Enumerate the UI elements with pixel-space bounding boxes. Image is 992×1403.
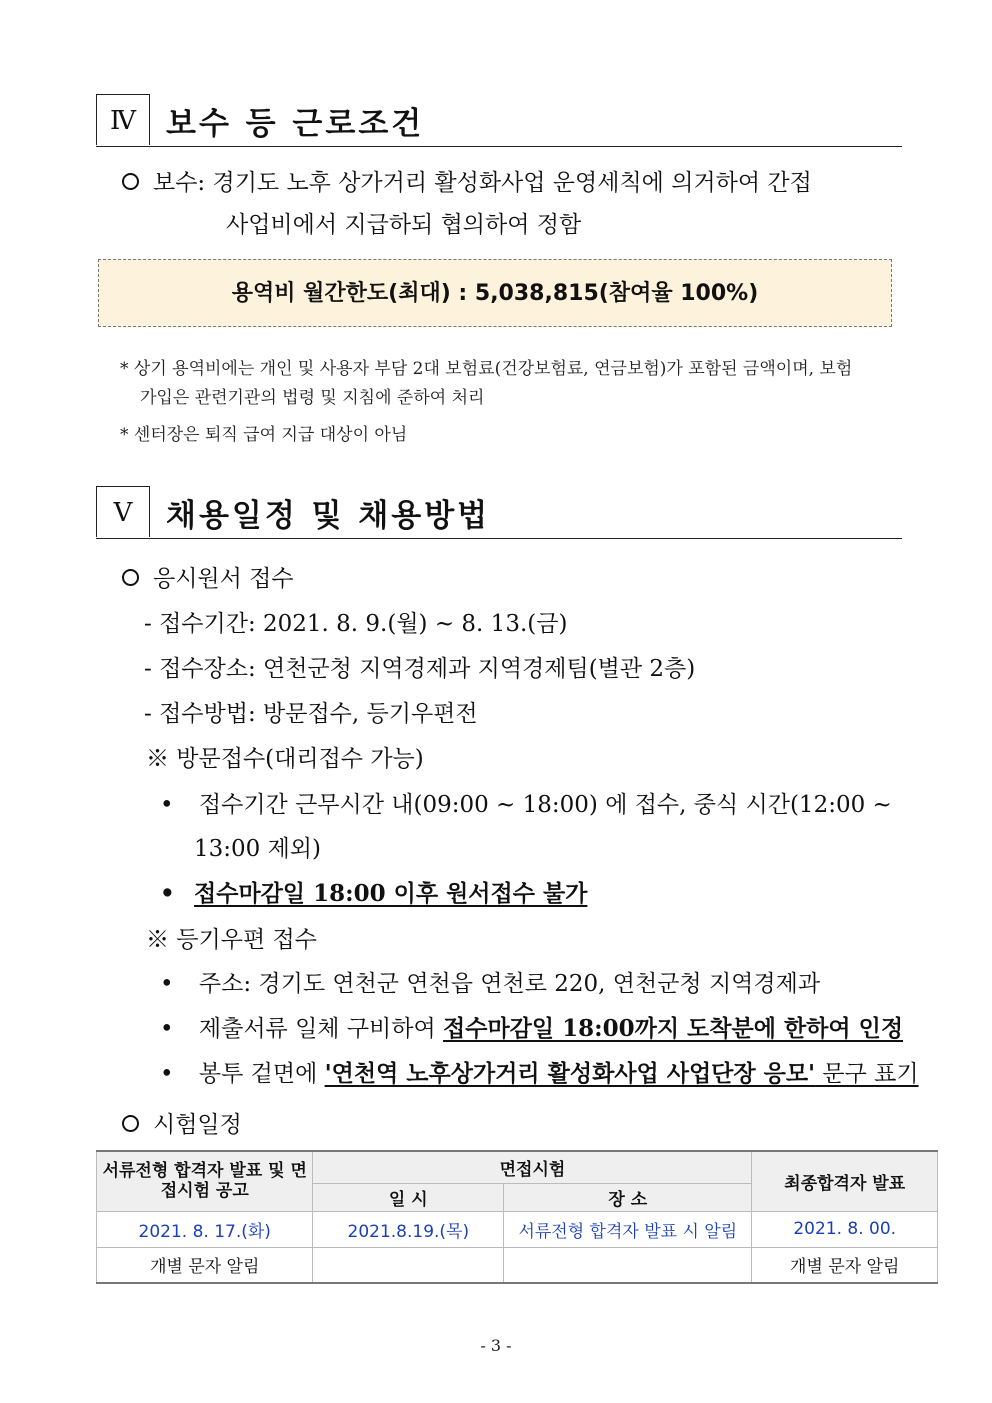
col-interview-place-header: 장 소 [504,1183,752,1211]
table-cell [504,1247,752,1283]
table-row [97,1211,938,1247]
table-cell: 2021. 8. 00. [752,1211,938,1247]
schedule-table [96,1150,938,1284]
application-heading-text: 응시원서 접수 [153,566,294,592]
mail-bullet-3 [160,1055,919,1088]
schedule-heading-text: 시험일정 [153,1112,242,1138]
mail-bullet-3-text: 봉투 겉면에 [198,1061,325,1087]
pay-note-1a: * 상기 용역비에는 개인 및 사용자 부담 2대 보험료(건강보험료, 연금보험)가 포함된 금액이며, 보험 [120,359,853,379]
schedule-heading [122,1106,242,1139]
dot-bullet-icon: • [160,792,174,818]
col-interview-date-header: 일 시 [313,1183,504,1211]
table-cell: 개별 문자 알림 [97,1247,313,1283]
table-cell: 2021.8.19.(목) [313,1211,504,1247]
col-final-header: 최종합격자 발표 [752,1151,938,1211]
page-number: - 3 - [480,1336,512,1355]
application-method: - 접수방법: 방문접수, 등기우편전 [144,701,478,727]
section-5-header [96,486,902,539]
mail-bullet-3-emphasis: '연천역 노후상가거리 활성화사업 사업단장 응모' [324,1060,816,1087]
col-interview-header: 면접시험 [313,1151,752,1183]
section-4-header [96,94,902,147]
mail-bullet-1 [160,965,820,998]
visit-bullet-2 [160,875,587,908]
section-4-number: Ⅳ [96,94,150,145]
table-cell: 개별 문자 알림 [752,1247,938,1283]
table-cell [313,1247,504,1283]
circle-bullet-icon [122,1115,139,1132]
dot-bullet-icon: • [160,1016,174,1042]
mail-bullet-3-tail: 문구 표기 [815,1061,919,1087]
pay-note-1b: 가입은 관련기관의 법령 및 지침에 준하여 처리 [140,388,485,408]
table-cell: 2021. 8. 17.(화) [97,1211,313,1247]
section-5-number: Ⅴ [96,486,150,537]
mail-bullet-1-text: 주소: 경기도 연천군 연천읍 연천로 220, 연천군청 지역경제과 [198,971,821,997]
pay-text-1: 보수: 경기도 노후 상가거리 활성화사업 운영세칙에 의거하여 간접 [153,170,812,196]
circle-bullet-icon [122,569,139,586]
mail-bullet-2-emphasis: 접수마감일 18:00까지 도착분에 한하여 인정 [443,1015,904,1042]
application-place: - 접수장소: 연천군청 지역경제과 지역경제팀(별관 2층) [144,656,696,682]
section-5-title: 채용일정 및 채용방법 [166,498,491,534]
col-document-result-header: 서류전형 합격자 발표 및 면접시험 공고 [97,1151,313,1211]
visit-bullet-1a [160,786,892,819]
mail-bullet-2 [160,1010,903,1043]
pay-line-1 [122,164,812,197]
pay-note-2: * 센터장은 퇴직 급여 지급 대상이 아님 [120,425,408,445]
dot-bullet-icon: • [160,971,174,997]
application-heading [122,560,294,593]
pay-limit-box: 용역비 월간한도(최대) : 5,038,815(참여율 100%) [98,259,892,327]
pay-line-2: 사업비에서 지급하되 협의하여 정함 [226,212,582,238]
circle-bullet-icon [122,173,139,190]
table-row [97,1247,938,1283]
application-period: - 접수기간: 2021. 8. 9.(월) ~ 8. 13.(금) [144,611,568,637]
visit-bullet-2-text: 접수마감일 18:00 이후 원서접수 불가 [194,880,588,907]
visit-heading: ※ 방문접수(대리접수 가능) [146,746,424,772]
mail-bullet-2-text: 제출서류 일체 구비하여 [198,1016,444,1042]
visit-bullet-1b: 13:00 제외) [194,836,322,862]
dot-bullet-icon: • [160,880,175,907]
table-cell: 서류전형 합격자 발표 시 알림 [504,1211,752,1247]
section-4-title: 보수 등 근로조건 [166,106,425,142]
dot-bullet-icon: • [160,1061,174,1087]
mail-heading: ※ 등기우편 접수 [146,927,317,953]
visit-bullet-1a-text: 접수기간 근무시간 내(09:00 ~ 18:00) 에 접수, 중식 시간(12:00 ~ [198,792,892,818]
